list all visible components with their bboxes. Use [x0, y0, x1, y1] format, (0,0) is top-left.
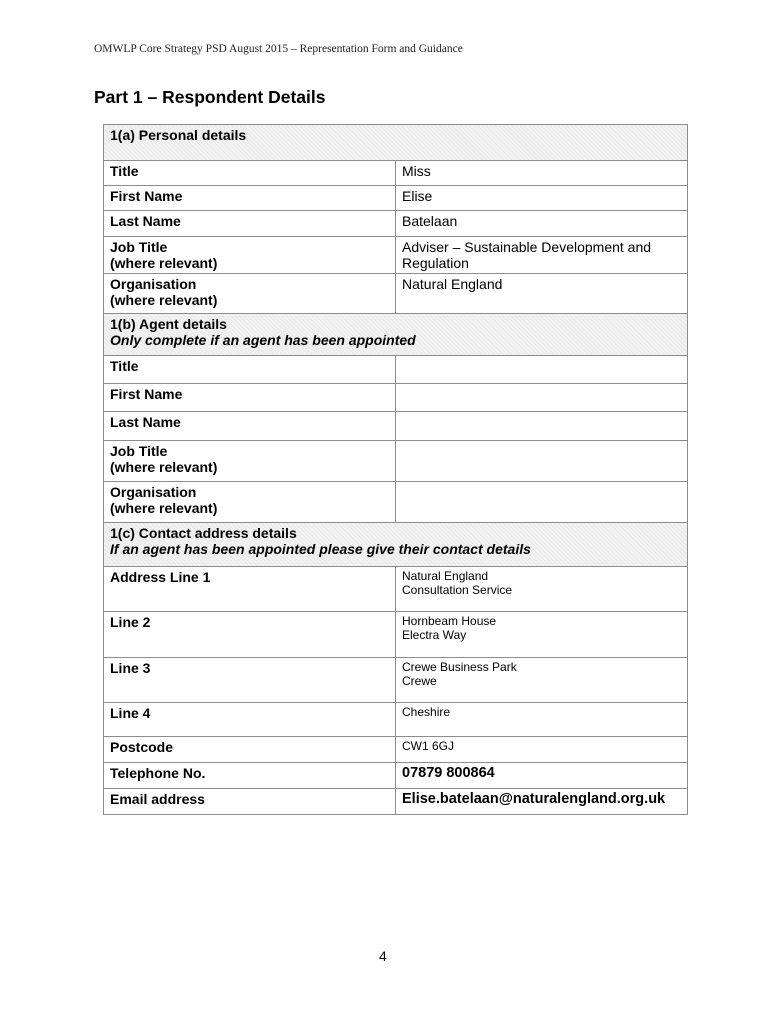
part-title: Part 1 – Respondent Details: [94, 87, 326, 107]
agent-job-title-label: [104, 441, 396, 482]
agent-job-title-note: (where relevant): [110, 459, 218, 475]
table-row: [104, 789, 688, 815]
line3-value[interactable]: [396, 658, 688, 703]
contact-details-section: [104, 523, 688, 567]
agent-title-label: Title: [104, 356, 396, 384]
table-row: [104, 356, 688, 384]
table-row: [104, 482, 688, 523]
agent-job-title-value[interactable]: [396, 441, 688, 482]
table-row: [104, 658, 688, 703]
title-label: Title: [104, 161, 396, 186]
first-name-label: First Name: [104, 186, 396, 211]
table-row: [104, 763, 688, 789]
table-row: [104, 412, 688, 441]
line3-label: Line 3: [104, 658, 396, 703]
line2-part1: Hornbeam House: [402, 614, 497, 628]
telephone-value[interactable]: 07879 800864: [396, 763, 688, 789]
address-line1-part1: Natural England: [402, 569, 489, 583]
agent-organisation-label: [104, 482, 396, 523]
table-row: [104, 567, 688, 612]
agent-title-value[interactable]: [396, 356, 688, 384]
line4-label: Line 4: [104, 703, 396, 737]
organisation-note: (where relevant): [110, 292, 218, 308]
organisation-label: [104, 274, 396, 314]
email-value[interactable]: Elise.batelaan@naturalengland.org.uk: [396, 789, 688, 815]
agent-details-heading: 1(b) Agent details: [110, 316, 227, 332]
running-header: OMWLP Core Strategy PSD August 2015 – Representation Form and Guidance: [94, 43, 463, 55]
job-title-label: [104, 237, 396, 274]
line2-part2: Electra Way: [402, 628, 467, 642]
title-value[interactable]: Miss: [396, 161, 688, 186]
contact-details-subheading: If an agent has been appointed please give their contact details: [110, 541, 531, 557]
line3-part1: Crewe Business Park: [402, 660, 517, 674]
agent-details-heading-cell: [104, 314, 688, 356]
last-name-label: Last Name: [104, 211, 396, 237]
first-name-value[interactable]: Elise: [396, 186, 688, 211]
table-row: [104, 237, 688, 274]
page-number: 4: [379, 948, 387, 964]
organisation-label-text: Organisation: [110, 276, 197, 292]
job-title-note: (where relevant): [110, 255, 218, 271]
agent-last-name-value[interactable]: [396, 412, 688, 441]
agent-details-section: [104, 314, 688, 356]
agent-organisation-label-text: Organisation: [110, 484, 197, 500]
postcode-label: Postcode: [104, 737, 396, 763]
personal-details-section: [104, 125, 688, 161]
organisation-value[interactable]: Natural England: [396, 274, 688, 314]
line4-value[interactable]: Cheshire: [396, 703, 688, 737]
contact-details-heading: 1(c) Contact address details: [110, 525, 297, 541]
agent-job-title-label-text: Job Title: [110, 443, 168, 459]
agent-first-name-label: First Name: [104, 384, 396, 412]
table-row: [104, 384, 688, 412]
address-line1-part2: Consultation Service: [402, 583, 513, 597]
agent-last-name-label: Last Name: [104, 412, 396, 441]
job-title-label-text: Job Title: [110, 239, 168, 255]
table-row: [104, 186, 688, 211]
agent-details-subheading: Only complete if an agent has been appointed: [110, 332, 416, 348]
table-row: [104, 737, 688, 763]
contact-details-heading-cell: [104, 523, 688, 567]
postcode-value[interactable]: CW1 6GJ: [396, 737, 688, 763]
line3-part2: Crewe: [402, 674, 437, 688]
table-row: [104, 161, 688, 186]
table-row: [104, 703, 688, 737]
job-title-value[interactable]: Adviser – Sustainable Development and Regulation: [396, 237, 688, 274]
line2-label: Line 2: [104, 612, 396, 658]
personal-details-heading: 1(a) Personal details: [104, 125, 688, 161]
address-line1-value[interactable]: [396, 567, 688, 612]
table-row: [104, 612, 688, 658]
table-row: [104, 274, 688, 314]
agent-first-name-value[interactable]: [396, 384, 688, 412]
last-name-value[interactable]: Batelaan: [396, 211, 688, 237]
table-row: [104, 441, 688, 482]
respondent-details-table: [103, 124, 688, 815]
table-row: [104, 211, 688, 237]
email-label: Email address: [104, 789, 396, 815]
agent-organisation-value[interactable]: [396, 482, 688, 523]
line2-value[interactable]: [396, 612, 688, 658]
address-line1-label: Address Line 1: [104, 567, 396, 612]
telephone-label: Telephone No.: [104, 763, 396, 789]
agent-organisation-note: (where relevant): [110, 500, 218, 516]
